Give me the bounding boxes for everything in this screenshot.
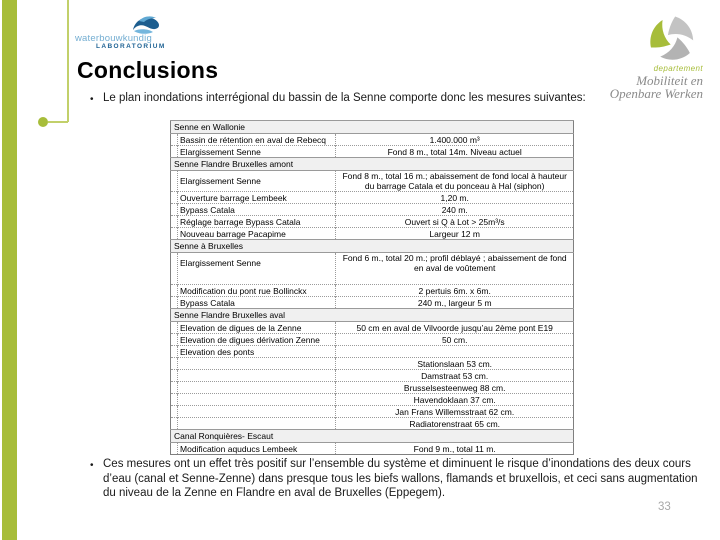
row-indent	[171, 443, 178, 455]
row-value: Brusselsesteenweg 88 cm.	[336, 382, 574, 394]
row-indent	[171, 406, 178, 418]
row-value: Radiatorenstraat 65 cm.	[336, 418, 574, 430]
row-value: 240 m., largeur 5 m	[336, 297, 574, 309]
section-header-row	[171, 240, 574, 253]
page-number: 33	[658, 501, 671, 513]
row-value	[336, 346, 574, 358]
row-value: 240 m.	[336, 204, 574, 216]
row-value: Ouvert si Q à Lot > 25m³/s	[336, 216, 574, 228]
row-indent	[171, 358, 178, 370]
section-header-row	[171, 430, 574, 443]
row-label: Modification du pont rue Bollinckx	[178, 285, 336, 297]
waterbouwkundig-logo-name: waterbouwkundig	[75, 33, 152, 44]
section-header-label: Senne à Bruxelles	[171, 240, 574, 253]
row-label: Modification aquducs Lembeek	[178, 443, 336, 455]
row-indent	[171, 285, 178, 297]
row-label: Elargissement Senne	[178, 146, 336, 158]
bullet-intro-text: Le plan inondations interrégional du bassin de la Senne comporte donc les mesures suivantes:	[103, 92, 586, 104]
row-label: Ouverture barrage Lembeek	[178, 192, 336, 204]
table-row	[171, 382, 574, 394]
row-indent	[171, 204, 178, 216]
table-row	[171, 358, 574, 370]
row-label: Bypass Catala	[178, 204, 336, 216]
row-indent	[171, 192, 178, 204]
row-value: 1,20 m.	[336, 192, 574, 204]
row-value: Jan Frans Willemsstraat 62 cm.	[336, 406, 574, 418]
measures-table-body	[171, 121, 574, 455]
decorative-green-dot	[38, 117, 48, 127]
row-value: Largeur 12 m	[336, 228, 574, 240]
row-label	[178, 358, 336, 370]
bullet-conclusion-text: Ces mesures ont un effet très positif sur l’ensemble du système et diminuent le risque d’inondations des deux cours d’eau (canal et Senne-Zenne) dans presque tous les biefs wallons, flamands et bruxellois, et ceci sans augmentation du niveau de la Zenne en Flandre en aval de Bruxelles (Eppegem).	[103, 458, 698, 499]
row-value: 50 cm.	[336, 334, 574, 346]
table-row	[171, 228, 574, 240]
bullet-marker	[90, 92, 103, 104]
row-indent	[171, 297, 178, 309]
table-row	[171, 216, 574, 228]
row-value: Fond 9 m., total 11 m.	[336, 443, 574, 455]
section-header-row	[171, 121, 574, 134]
row-value: Damstraat 53 cm.	[336, 370, 574, 382]
row-indent	[171, 346, 178, 358]
table-row	[171, 394, 574, 406]
left-accent-bar	[2, 0, 17, 540]
mow-department-label: departement	[653, 64, 703, 73]
row-indent	[171, 382, 178, 394]
row-label	[178, 406, 336, 418]
row-value: 2 pertuis 6m. x 6m.	[336, 285, 574, 297]
row-label: Elargissement Senne	[178, 253, 336, 285]
section-header-label: Senne Flandre Bruxelles amont	[171, 158, 574, 171]
row-label	[178, 394, 336, 406]
row-indent	[171, 228, 178, 240]
mow-logo-line1: Mobiliteit en	[636, 73, 703, 88]
decorative-vertical-line	[67, 0, 69, 122]
table-row	[171, 253, 574, 285]
row-label: Nouveau barrage Pacapime	[178, 228, 336, 240]
bullet-intro	[90, 92, 700, 104]
row-label: Elargissement Senne	[178, 171, 336, 192]
table-row	[171, 171, 574, 192]
table-row	[171, 322, 574, 334]
waterbouwkundig-logo-subtitle: LABORATORIUM	[96, 43, 166, 50]
row-value: 1.400.000 m³	[336, 134, 574, 146]
row-label	[178, 382, 336, 394]
row-indent	[171, 134, 178, 146]
row-label: Elevation de digues de la Zenne	[178, 322, 336, 334]
row-value: Havendoklaan 37 cm.	[336, 394, 574, 406]
row-label: Elevation des ponts	[178, 346, 336, 358]
section-header-label: Senne Flandre Bruxelles aval	[171, 309, 574, 322]
table-row	[171, 204, 574, 216]
row-value: 50 cm en aval de Vilvoorde jusqu’au 2ème pont E19	[336, 322, 574, 334]
table-row	[171, 370, 574, 382]
row-value: Stationslaan 53 cm.	[336, 358, 574, 370]
row-label	[178, 370, 336, 382]
row-indent	[171, 394, 178, 406]
table-row	[171, 346, 574, 358]
row-label: Bypass Catala	[178, 297, 336, 309]
table-row	[171, 406, 574, 418]
row-value: Fond 8 m., total 14m. Niveau actuel	[336, 146, 574, 158]
pinwheel-icon	[644, 14, 700, 64]
row-indent	[171, 216, 178, 228]
row-label: Bassin de rétention en aval de Rebecq	[178, 134, 336, 146]
section-header-row	[171, 309, 574, 322]
row-value: Fond 6 m., total 20 m.; profil déblayé ; abaissement de fond en aval de voûtement	[336, 253, 574, 285]
section-header-label: Senne en Wallonie	[171, 121, 574, 134]
row-indent	[171, 146, 178, 158]
table-row	[171, 418, 574, 430]
row-indent	[171, 370, 178, 382]
row-indent	[171, 253, 178, 285]
table-row	[171, 192, 574, 204]
mow-logo-line2: Openbare Werken	[609, 86, 703, 101]
slide-title: Conclusions	[77, 57, 219, 83]
row-indent	[171, 322, 178, 334]
row-label: Elevation de digues dérivation Zenne	[178, 334, 336, 346]
measures-table	[170, 120, 574, 455]
row-indent	[171, 171, 178, 192]
table-row	[171, 443, 574, 455]
bullet-marker	[90, 457, 103, 501]
row-value: Fond 8 m., total 16 m.; abaissement de fond local à hauteur du barrage Catala et du ponceau à Hal (siphon)	[336, 171, 574, 192]
section-header-label: Canal Ronquières- Escaut	[171, 430, 574, 443]
row-label	[178, 418, 336, 430]
waterbouwkundig-logo	[75, 12, 175, 52]
table-row	[171, 297, 574, 309]
table-row	[171, 134, 574, 146]
table-row	[171, 146, 574, 158]
row-label: Réglage barrage Bypass Catala	[178, 216, 336, 228]
bullet-conclusion	[90, 457, 698, 501]
row-indent	[171, 418, 178, 430]
table-row	[171, 285, 574, 297]
table-row	[171, 334, 574, 346]
section-header-row	[171, 158, 574, 171]
row-indent	[171, 334, 178, 346]
decorative-horizontal-line	[48, 121, 68, 123]
